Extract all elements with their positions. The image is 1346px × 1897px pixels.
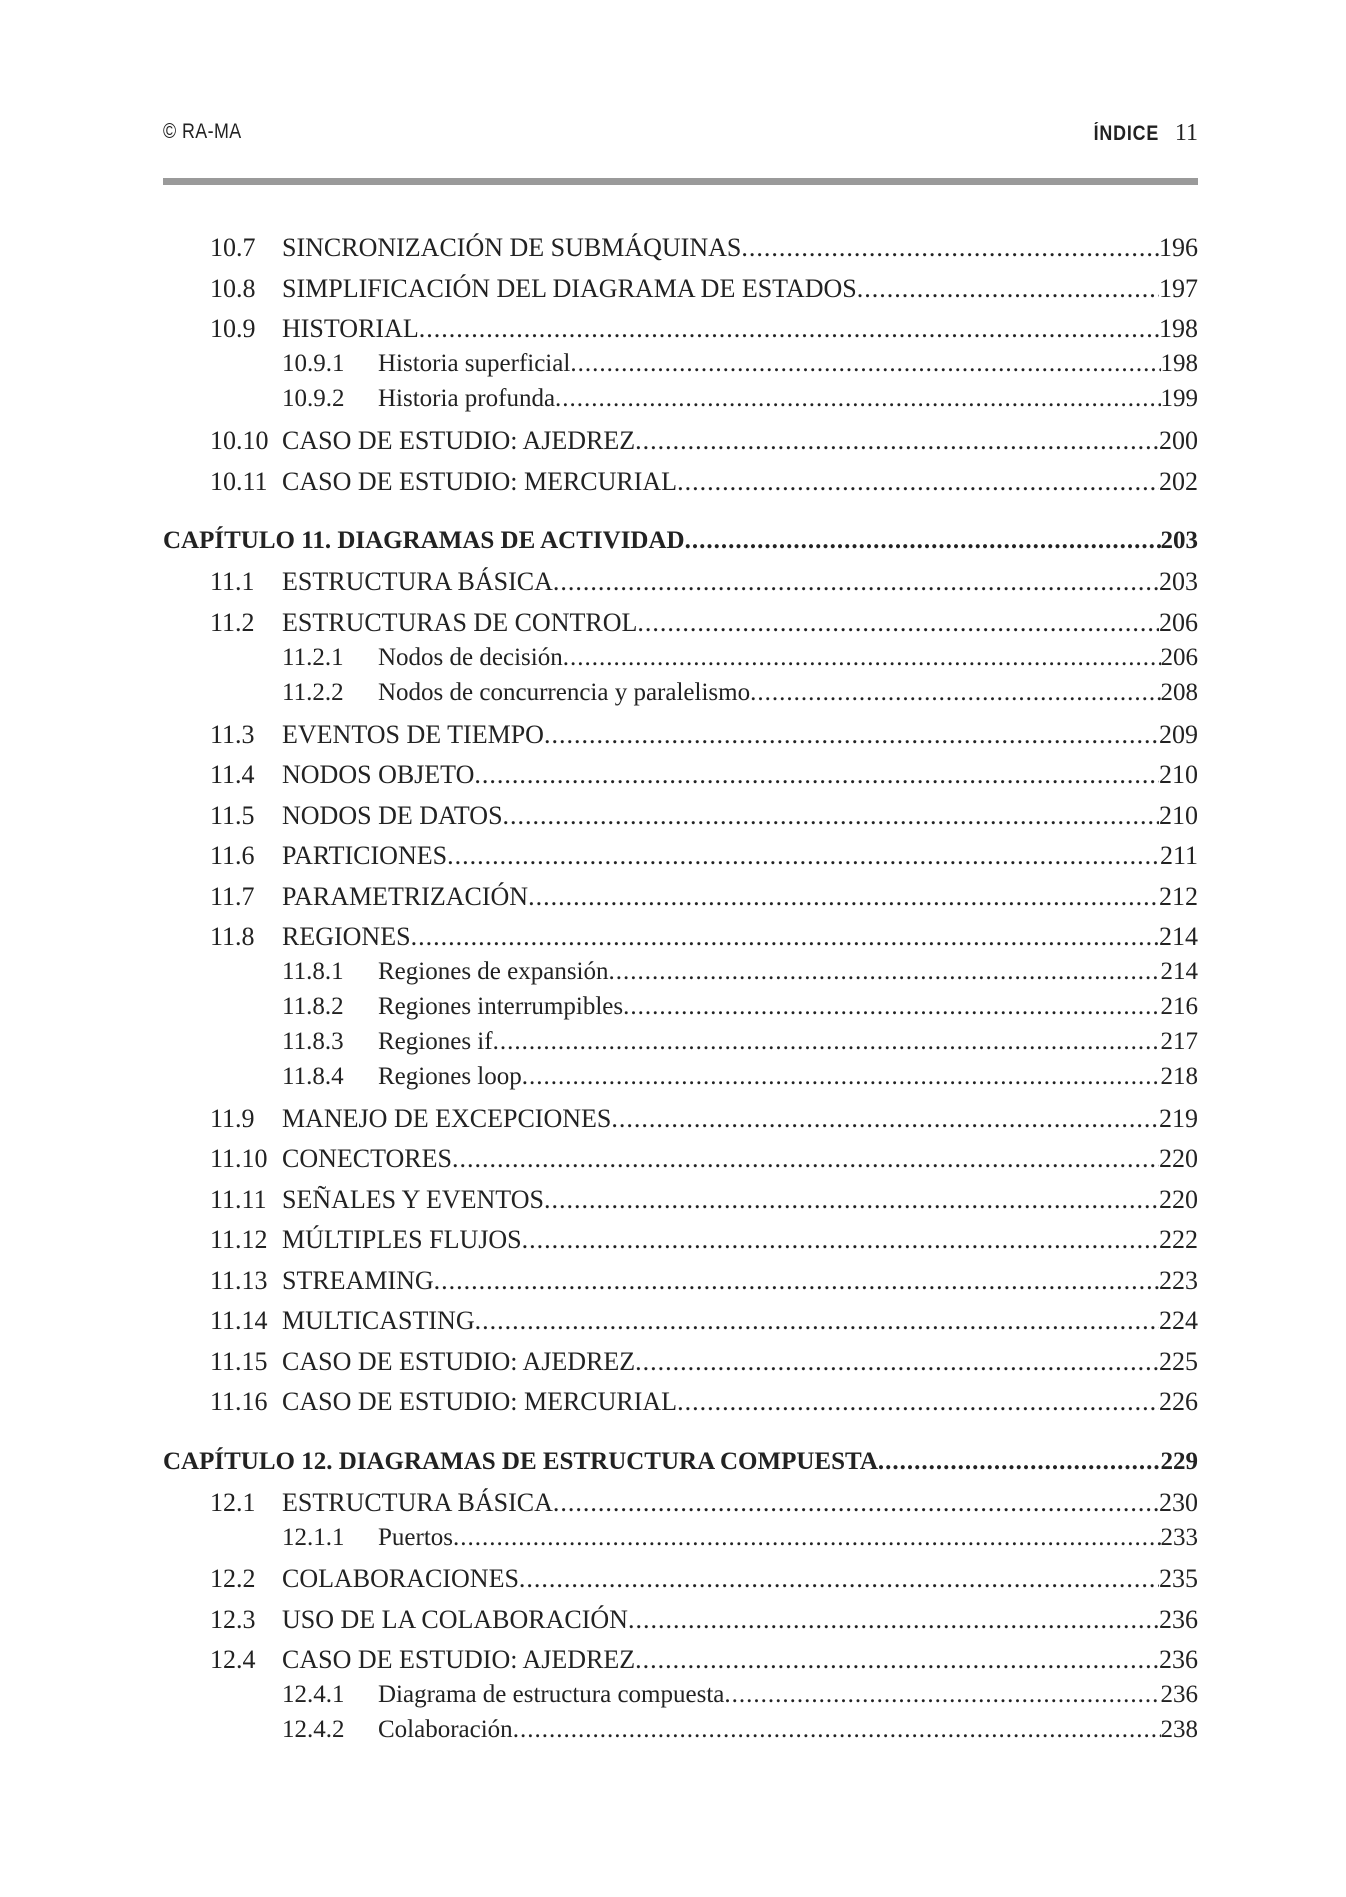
toc-entry[interactable] (163, 882, 1198, 916)
toc-entry[interactable] (163, 233, 1198, 267)
dot-leader (519, 1564, 1159, 1594)
toc-entry-title: Diagrama de estructura compuesta (378, 1681, 725, 1708)
toc-entry[interactable] (163, 841, 1198, 875)
toc-entry-title: Historia profunda (378, 385, 556, 412)
toc-entry[interactable] (163, 644, 1198, 678)
toc-entry-page: 209 (1159, 720, 1198, 749)
dot-leader (609, 958, 1161, 986)
toc-entry[interactable] (163, 1347, 1198, 1381)
dot-leader (528, 882, 1159, 912)
toc-entry-page: 233 (1160, 1524, 1198, 1551)
toc-entry-page: 210 (1159, 801, 1198, 830)
toc-entry-title: MULTICASTING (282, 1306, 475, 1335)
toc-chapter-entry[interactable] (163, 527, 1198, 561)
toc-entry-page: 224 (1159, 1306, 1198, 1335)
toc-entry-page: 206 (1159, 608, 1198, 637)
toc-entry-number: 11.13 (210, 1266, 268, 1295)
toc-entry-number: 11.4 (210, 760, 255, 789)
toc-chapter-entry[interactable] (163, 1448, 1198, 1482)
dot-leader (474, 760, 1159, 790)
toc-entry-page: 206 (1160, 644, 1198, 671)
toc-entry-title: NODOS DE DATOS (282, 801, 503, 830)
dot-leader (522, 1225, 1159, 1255)
toc-entry[interactable] (163, 1185, 1198, 1219)
toc-entry-page: 236 (1159, 1645, 1198, 1674)
toc-entry[interactable] (163, 467, 1198, 501)
toc-entry[interactable] (163, 1716, 1198, 1750)
toc-entry[interactable] (163, 1104, 1198, 1138)
toc-entry-page: 225 (1159, 1347, 1198, 1376)
toc-entry-page: 217 (1160, 1028, 1198, 1055)
dot-leader (750, 679, 1160, 707)
toc-entry-title: SINCRONIZACIÓN DE SUBMÁQUINAS (282, 233, 742, 262)
toc-entry-page: 197 (1159, 274, 1198, 303)
toc-entry[interactable] (163, 1266, 1198, 1300)
dot-leader (637, 608, 1159, 638)
toc-entry[interactable] (163, 1524, 1198, 1558)
dot-leader (677, 467, 1159, 497)
toc-entry-number: 12.4.2 (282, 1716, 345, 1743)
toc-entry[interactable] (163, 608, 1198, 642)
toc-entry[interactable] (163, 679, 1198, 713)
toc-entry-number: 11.8.3 (282, 1028, 344, 1055)
dot-leader (544, 720, 1159, 750)
toc-entry-number: 11.8 (210, 922, 255, 951)
dot-leader (447, 841, 1160, 871)
toc-entry-number: 10.11 (210, 467, 268, 496)
running-header (163, 112, 1198, 156)
toc-entry-number: 11.7 (210, 882, 255, 911)
toc-entry-title: CASO DE ESTUDIO: AJEDREZ (282, 1645, 636, 1674)
toc-entry-page: 214 (1159, 922, 1198, 951)
toc-entry-title: CASO DE ESTUDIO: MERCURIAL (282, 467, 678, 496)
toc-entry-title: SIMPLIFICACIÓN DEL DIAGRAMA DE ESTADOS (282, 274, 857, 303)
toc-entry-title: SEÑALES Y EVENTOS (282, 1185, 544, 1214)
toc-entry-page: 220 (1159, 1185, 1198, 1214)
toc-entry-number: 11.2.1 (282, 644, 344, 671)
toc-entry[interactable] (163, 1028, 1198, 1062)
toc-entry-page: 238 (1160, 1716, 1198, 1743)
toc-entry-page: 226 (1159, 1387, 1198, 1416)
toc-entry-title: EVENTOS DE TIEMPO (282, 720, 544, 749)
toc-entry-number: 10.10 (210, 426, 269, 455)
toc-entry-number: 12.1 (210, 1488, 256, 1517)
toc-entry[interactable] (163, 1387, 1198, 1421)
header-right (1082, 120, 1198, 147)
toc-entry-page: 202 (1159, 467, 1198, 496)
toc-entry-title: COLABORACIONES (282, 1564, 519, 1593)
dot-leader (724, 1681, 1160, 1709)
dot-leader (857, 274, 1159, 304)
toc-entry[interactable] (163, 1225, 1198, 1259)
toc-entry[interactable] (163, 314, 1198, 348)
dot-leader (635, 426, 1159, 456)
toc-entry-title: Nodos de concurrencia y paralelismo (378, 679, 751, 706)
toc-entry-number: 11.11 (210, 1185, 267, 1214)
toc-entry-title: ESTRUCTURA BÁSICA (282, 1488, 553, 1517)
toc-entry[interactable] (163, 801, 1198, 835)
toc-entry[interactable] (163, 760, 1198, 794)
toc-entry-number: 11.2.2 (282, 679, 344, 706)
toc-entry-number: 10.7 (210, 233, 256, 262)
toc-entry-title: USO DE LA COLABORACIÓN (282, 1605, 628, 1634)
toc-entry-page: 210 (1159, 760, 1198, 789)
dot-leader (411, 922, 1159, 952)
toc-entry-page: 236 (1159, 1605, 1198, 1634)
dot-leader (623, 993, 1160, 1021)
toc-entry[interactable] (163, 993, 1198, 1027)
toc-entry-number: 11.16 (210, 1387, 268, 1416)
toc-entry[interactable] (163, 1063, 1198, 1097)
toc-entry[interactable] (163, 1144, 1198, 1178)
toc-entry[interactable] (163, 1564, 1198, 1598)
toc-entry-page: 236 (1160, 1681, 1198, 1708)
dot-leader (475, 1306, 1159, 1336)
dot-leader (635, 1645, 1159, 1675)
toc-entry-title: CAPÍTULO 11. DIAGRAMAS DE ACTIVIDAD (163, 527, 685, 554)
toc-entry-number: 11.12 (210, 1225, 268, 1254)
toc-entry[interactable] (163, 1488, 1198, 1522)
toc-entry-number: 12.1.1 (282, 1524, 345, 1551)
toc-entry-page: 229 (1160, 1448, 1198, 1475)
section-title: ÍNDICE (1093, 122, 1160, 145)
toc-entry-number: 11.5 (210, 801, 255, 830)
toc-entry[interactable] (163, 567, 1198, 601)
toc-entry-title: Regiones if (378, 1028, 493, 1055)
toc-entry-page: 212 (1159, 882, 1198, 911)
toc-entry[interactable] (163, 385, 1198, 419)
toc-entry-title: CASO DE ESTUDIO: AJEDREZ (282, 1347, 636, 1376)
toc-entry-page: 222 (1159, 1225, 1198, 1254)
toc-entry-page: 219 (1159, 1104, 1198, 1133)
toc-entry[interactable] (163, 274, 1198, 308)
toc-entry[interactable] (163, 1681, 1198, 1715)
toc-entry-number: 10.8 (210, 274, 256, 303)
dot-leader (503, 801, 1159, 831)
toc-entry-title: CASO DE ESTUDIO: MERCURIAL (282, 1387, 678, 1416)
toc-entry-page: 196 (1159, 233, 1198, 262)
toc-entry-title: ESTRUCTURAS DE CONTROL (282, 608, 638, 637)
toc-entry-number: 11.6 (210, 841, 255, 870)
toc-entry-page: 199 (1160, 385, 1198, 412)
toc-entry[interactable] (163, 958, 1198, 992)
header-rule (163, 178, 1198, 185)
page-number: 11 (1174, 120, 1198, 146)
toc-entry[interactable] (163, 350, 1198, 384)
toc-entry-title: NODOS OBJETO (282, 760, 475, 789)
dot-leader (635, 1347, 1159, 1377)
dot-leader (563, 644, 1161, 672)
toc-entry-number: 12.4 (210, 1645, 256, 1674)
dot-leader (522, 1063, 1161, 1091)
dot-leader (878, 1448, 1161, 1476)
dot-leader (741, 233, 1159, 263)
toc-entry-page: 200 (1159, 426, 1198, 455)
toc-entry-number: 10.9.1 (282, 350, 345, 377)
toc-entry-page: 198 (1160, 350, 1198, 377)
toc-entry-page: 218 (1160, 1063, 1198, 1090)
dot-leader (685, 527, 1161, 555)
dot-leader (553, 567, 1159, 597)
toc-entry-title: Regiones de expansión (378, 958, 609, 985)
toc-entry-title: Colaboración (378, 1716, 513, 1743)
toc-entry-number: 12.3 (210, 1605, 256, 1634)
toc-entry-title: CAPÍTULO 12. DIAGRAMAS DE ESTRUCTURA COMPUESTA (163, 1448, 878, 1475)
toc-entry-title: Historia superficial (378, 350, 571, 377)
dot-leader (628, 1605, 1159, 1635)
toc-entry-title: Puertos (378, 1524, 453, 1551)
toc-entry-number: 11.8.4 (282, 1063, 344, 1090)
toc-entry-title: REGIONES (282, 922, 411, 951)
toc-entry-number: 10.9.2 (282, 385, 345, 412)
toc-entry-page: 198 (1159, 314, 1198, 343)
toc-entry-title: CASO DE ESTUDIO: AJEDREZ (282, 426, 636, 455)
dot-leader (677, 1387, 1159, 1417)
toc-entry-number: 10.9 (210, 314, 256, 343)
dot-leader (555, 385, 1160, 413)
toc-entry-number: 11.10 (210, 1144, 268, 1173)
toc-entry-page: 214 (1160, 958, 1198, 985)
toc-entry[interactable] (163, 720, 1198, 754)
dot-leader (570, 350, 1160, 378)
toc-entry-title: Nodos de decisión (378, 644, 563, 671)
toc-entry-page: 203 (1159, 567, 1198, 596)
toc-entry-number: 11.14 (210, 1306, 268, 1335)
toc-entry-number: 11.1 (210, 567, 255, 596)
toc-entry-page: 203 (1160, 527, 1198, 554)
toc-entry-title: Regiones interrumpibles (378, 993, 624, 1020)
toc-entry-number: 11.3 (210, 720, 255, 749)
dot-leader (553, 1488, 1159, 1518)
toc-entry[interactable] (163, 1605, 1198, 1639)
toc-entry-title: STREAMING (282, 1266, 434, 1295)
toc-entry-page: 208 (1160, 679, 1198, 706)
toc-entry[interactable] (163, 1645, 1198, 1679)
dot-leader (493, 1028, 1161, 1056)
toc-entry-page: 211 (1159, 841, 1198, 870)
toc-entry-title: MANEJO DE EXCEPCIONES (282, 1104, 612, 1133)
publisher-mark: © RA-MA (163, 120, 242, 143)
toc-entry[interactable] (163, 426, 1198, 460)
toc-entry-number: 11.8.2 (282, 993, 344, 1020)
toc-entry-number: 11.8.1 (282, 958, 344, 985)
toc-entry[interactable] (163, 922, 1198, 956)
dot-leader (452, 1144, 1159, 1174)
toc-entry-number: 11.15 (210, 1347, 268, 1376)
toc-entry-page: 235 (1159, 1564, 1198, 1593)
toc-entry-page: 230 (1159, 1488, 1198, 1517)
dot-leader (419, 314, 1159, 344)
toc-entry-page: 220 (1159, 1144, 1198, 1173)
toc-entry-page: 216 (1160, 993, 1198, 1020)
dot-leader (513, 1716, 1161, 1744)
toc-entry-title: PARTICIONES (282, 841, 448, 870)
toc-entry[interactable] (163, 1306, 1198, 1340)
toc-entry-page: 223 (1159, 1266, 1198, 1295)
dot-leader (434, 1266, 1159, 1296)
toc-entry-number: 11.2 (210, 608, 255, 637)
toc-entry-title: MÚLTIPLES FLUJOS (282, 1225, 522, 1254)
toc-entry-title: PARAMETRIZACIÓN (282, 882, 529, 911)
toc-entry-title: HISTORIAL (282, 314, 419, 343)
toc-entry-number: 12.2 (210, 1564, 256, 1593)
dot-leader (544, 1185, 1159, 1215)
toc-entry-number: 11.9 (210, 1104, 255, 1133)
dot-leader (611, 1104, 1159, 1134)
toc-entry-title: CONECTORES (282, 1144, 452, 1173)
toc-entry-number: 12.4.1 (282, 1681, 345, 1708)
toc-entry-title: ESTRUCTURA BÁSICA (282, 567, 553, 596)
toc-entry-title: Regiones loop (378, 1063, 522, 1090)
dot-leader (453, 1524, 1161, 1552)
